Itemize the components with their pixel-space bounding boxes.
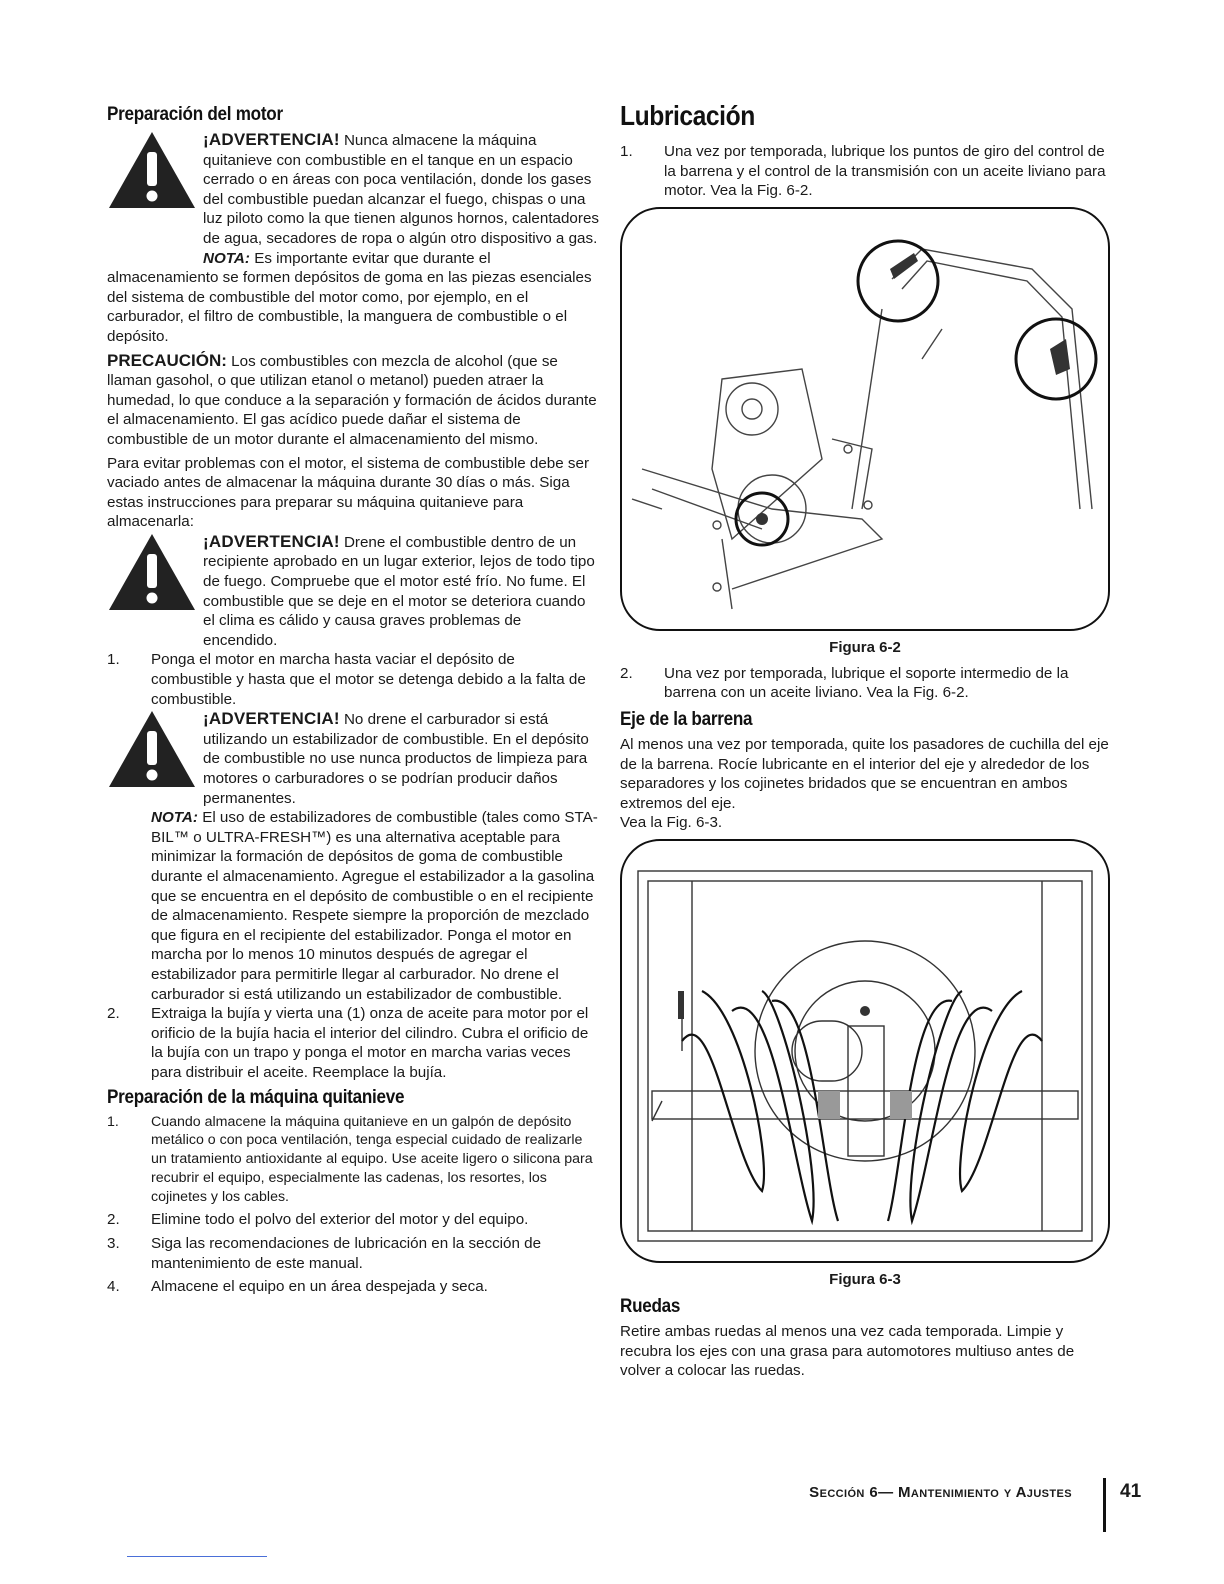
step-text: Siga las recomendaciones de lubricación en la sección de mantenimiento de este manual. [151,1235,542,1272]
figure-6-2 [620,207,1110,631]
nota-label: NOTA: [203,249,250,267]
right-column [620,100,1110,1381]
step-text: Cuando almacene la máquina quitanieve en un galpón de depósito metálico o con poca ventilación, tenga especial cuidado de realizarle un tratamiento antioxidante al equipo. Use aceite ligero o silicona para recubrir el equipo, especialmente las cadenas, los resortes, los cojinetes y los cables. [151,1113,593,1205]
step-number: 1. [620,143,633,160]
warning-label: ¡ADVERTENCIA! [203,130,340,149]
step-number: 1. [107,1113,119,1130]
step-1 [107,650,599,709]
step-number: 4. [107,1278,120,1296]
step-text: Ponga el motor en marcha hasta vaciar el depósito de combustible y hasta que el motor se detenga debido a la falta de combustible. [151,651,586,708]
nota-text-lead: Es importante evitar que durante el [249,249,491,267]
warning-block-2 [107,532,599,651]
lub-step-1 [620,142,1110,201]
warning-text: No drene el carburador si está utilizando un estabilizador de combustible. En el depósito de combustible no use nunca productos de limpieza para motores o carburadores o se podrían producir daños permanentes. [203,711,589,807]
warning-label: ¡ADVERTENCIA! [203,531,340,551]
footer-divider [1103,1478,1106,1532]
step-number: 3. [107,1235,120,1253]
warning-text: Drene el combustible dentro de un recipiente aprobado en un lugar exterior, lejos de todo tipo de fuego. Compruebe que el motor esté frío. No fume. El combustible que se deje en el motor se deteriora cuando el clima es cálido y causa graves problemas de encendido. [203,533,595,649]
figure-6-2-caption: Figura 6-2 [829,638,901,656]
nota-text: El uso de estabilizadores de combustible (tales como STA-BIL™ o ULTRA-FRESH™) es una alternativa aceptable para minimizar la formación de depósitos de goma de combustible durante el almacenamiento. Agregue el estabilizador a la gasolina que se encuentra en el depósito de combustible o en el recipiente de almacenamiento. Respete siempre la proporción de mezclado que figura en el recipiente del estabilizador. Ponga el motor en marcha por lo menos 10 minutos después de agregar el estabilizador para permitirle llegar al carburador. No drene el carburador si está utilizando un estabilizador de combustible. [151,809,598,1003]
heading-lubricacion: Lubricación [620,100,755,131]
step-text: Almacene el equipo en un área despejada y seca. [151,1278,488,1296]
eje-paragraph: Al menos una vez por temporada, quite los pasadores de cuchilla del eje de la barrena. Rocíe lubricante en el interior del eje y alrededor de los separadores y los cojinetes bridados que se encuentran en ambos extremos del eje. [620,735,1109,812]
figure-6-3 [620,839,1110,1263]
precaucion-paragraph [107,351,599,450]
step-text: Extraiga la bujía y vierta una (1) onza de aceite para motor por el orificio de la bujía hacia el interior del cilindro. Cubra el orificio de la bujía con un trapo y ponga el motor en marcha varias veces para distribuir el aceite. Reemplace la bujía. [151,1005,589,1081]
warning-triangle-icon [107,130,197,210]
step-2 [107,1004,599,1082]
maquina-step-1 [107,1113,599,1207]
step-text: Una vez por temporada, lubrique el soporte intermedio de la barrena con un aceite liviano. Vea la Fig. 6-2. [664,664,1069,702]
figure-6-3-caption: Figura 6-3 [829,1270,901,1288]
auger-shaft-illustration [622,841,1108,1261]
section-title: Sección 6— Mantenimiento y Ajustes [809,1484,1072,1501]
heading-preparacion-motor: Preparación del motor [107,104,283,125]
warning-triangle-icon [107,709,197,789]
nota-estabilizador [107,808,599,1004]
precaucion-label: PRECAUCIÓN: [107,350,227,370]
heading-eje-barrena: Eje de la barrena [620,708,753,730]
maquina-step-3 [107,1234,599,1273]
auger-control-illustration [622,209,1108,629]
page-footer [780,1478,1140,1538]
maquina-step-2 [107,1210,599,1230]
warning-triangle-icon [107,532,197,612]
warning-block-1 [107,130,599,249]
step-number: 2. [620,664,633,682]
para-evitar-paragraph: Para evitar problemas con el motor, el sistema de combustible debe ser vaciado antes de almacenar la máquina durante 30 días o más. Siga estas instrucciones para preparar su máquina quitanieve para almacenarla: [107,454,590,531]
eje-reference: Vea la Fig. 6-3. [620,814,723,832]
step-number: 2. [107,1211,120,1229]
left-column [107,100,599,1297]
warning-block-3 [107,709,599,808]
page-number: 41 [1120,1481,1142,1502]
nota-lead [107,249,599,269]
step-number: 2. [107,1005,120,1023]
warning-text: Nunca almacene la máquina quitanieve con combustible en el tanque en un espacio cerrado o en áreas con poca ventilación, donde los gases del combustible puedan alcanzar el fuego, chispas o una luz piloto como la que tienen algunos hornos, calentadores de agua, secadores de ropa o algún otro dispositivo a gas. [203,132,599,247]
nota-rest: almacenamiento se formen depósitos de goma en las piezas esenciales del sistema de combustible del motor como, por ejemplo, en el carburador, el filtro de combustible, la manguera de combustible o el depósito. [107,269,592,345]
step-text: Elimine todo el polvo del exterior del motor y del equipo. [151,1211,529,1229]
warning-label: ¡ADVERTENCIA! [203,709,340,729]
heading-preparacion-maquina: Preparación de la máquina quitanieve [107,1086,405,1108]
footnote-rule [127,1556,267,1557]
precaucion-text: Los combustibles con mezcla de alcohol (que se llaman gasohol, o que utilizan etanol o metanol) pueden atraer la humedad, lo que conduce a la separación y formación de ácidos durante el almacenamiento. El gas acídico puede dañar el sistema de combustible de un motor durante el almacenamiento del mismo. [107,352,597,448]
maquina-step-4 [107,1277,599,1297]
lub-step-2 [620,664,1110,703]
step-number: 1. [107,651,120,669]
ruedas-paragraph: Retire ambas ruedas al menos una vez cada temporada. Limpie y recubra los ejes con una grasa para automotores multiuso antes de volver a colocar las ruedas. [620,1322,1075,1380]
nota-label: NOTA: [151,809,198,827]
step-text: Una vez por temporada, lubrique los puntos de giro del control de la barrena y el control de la transmisión con un aceite liviano para motor. Vea la Fig. 6-2. [664,143,1106,200]
heading-ruedas: Ruedas [620,1295,681,1317]
